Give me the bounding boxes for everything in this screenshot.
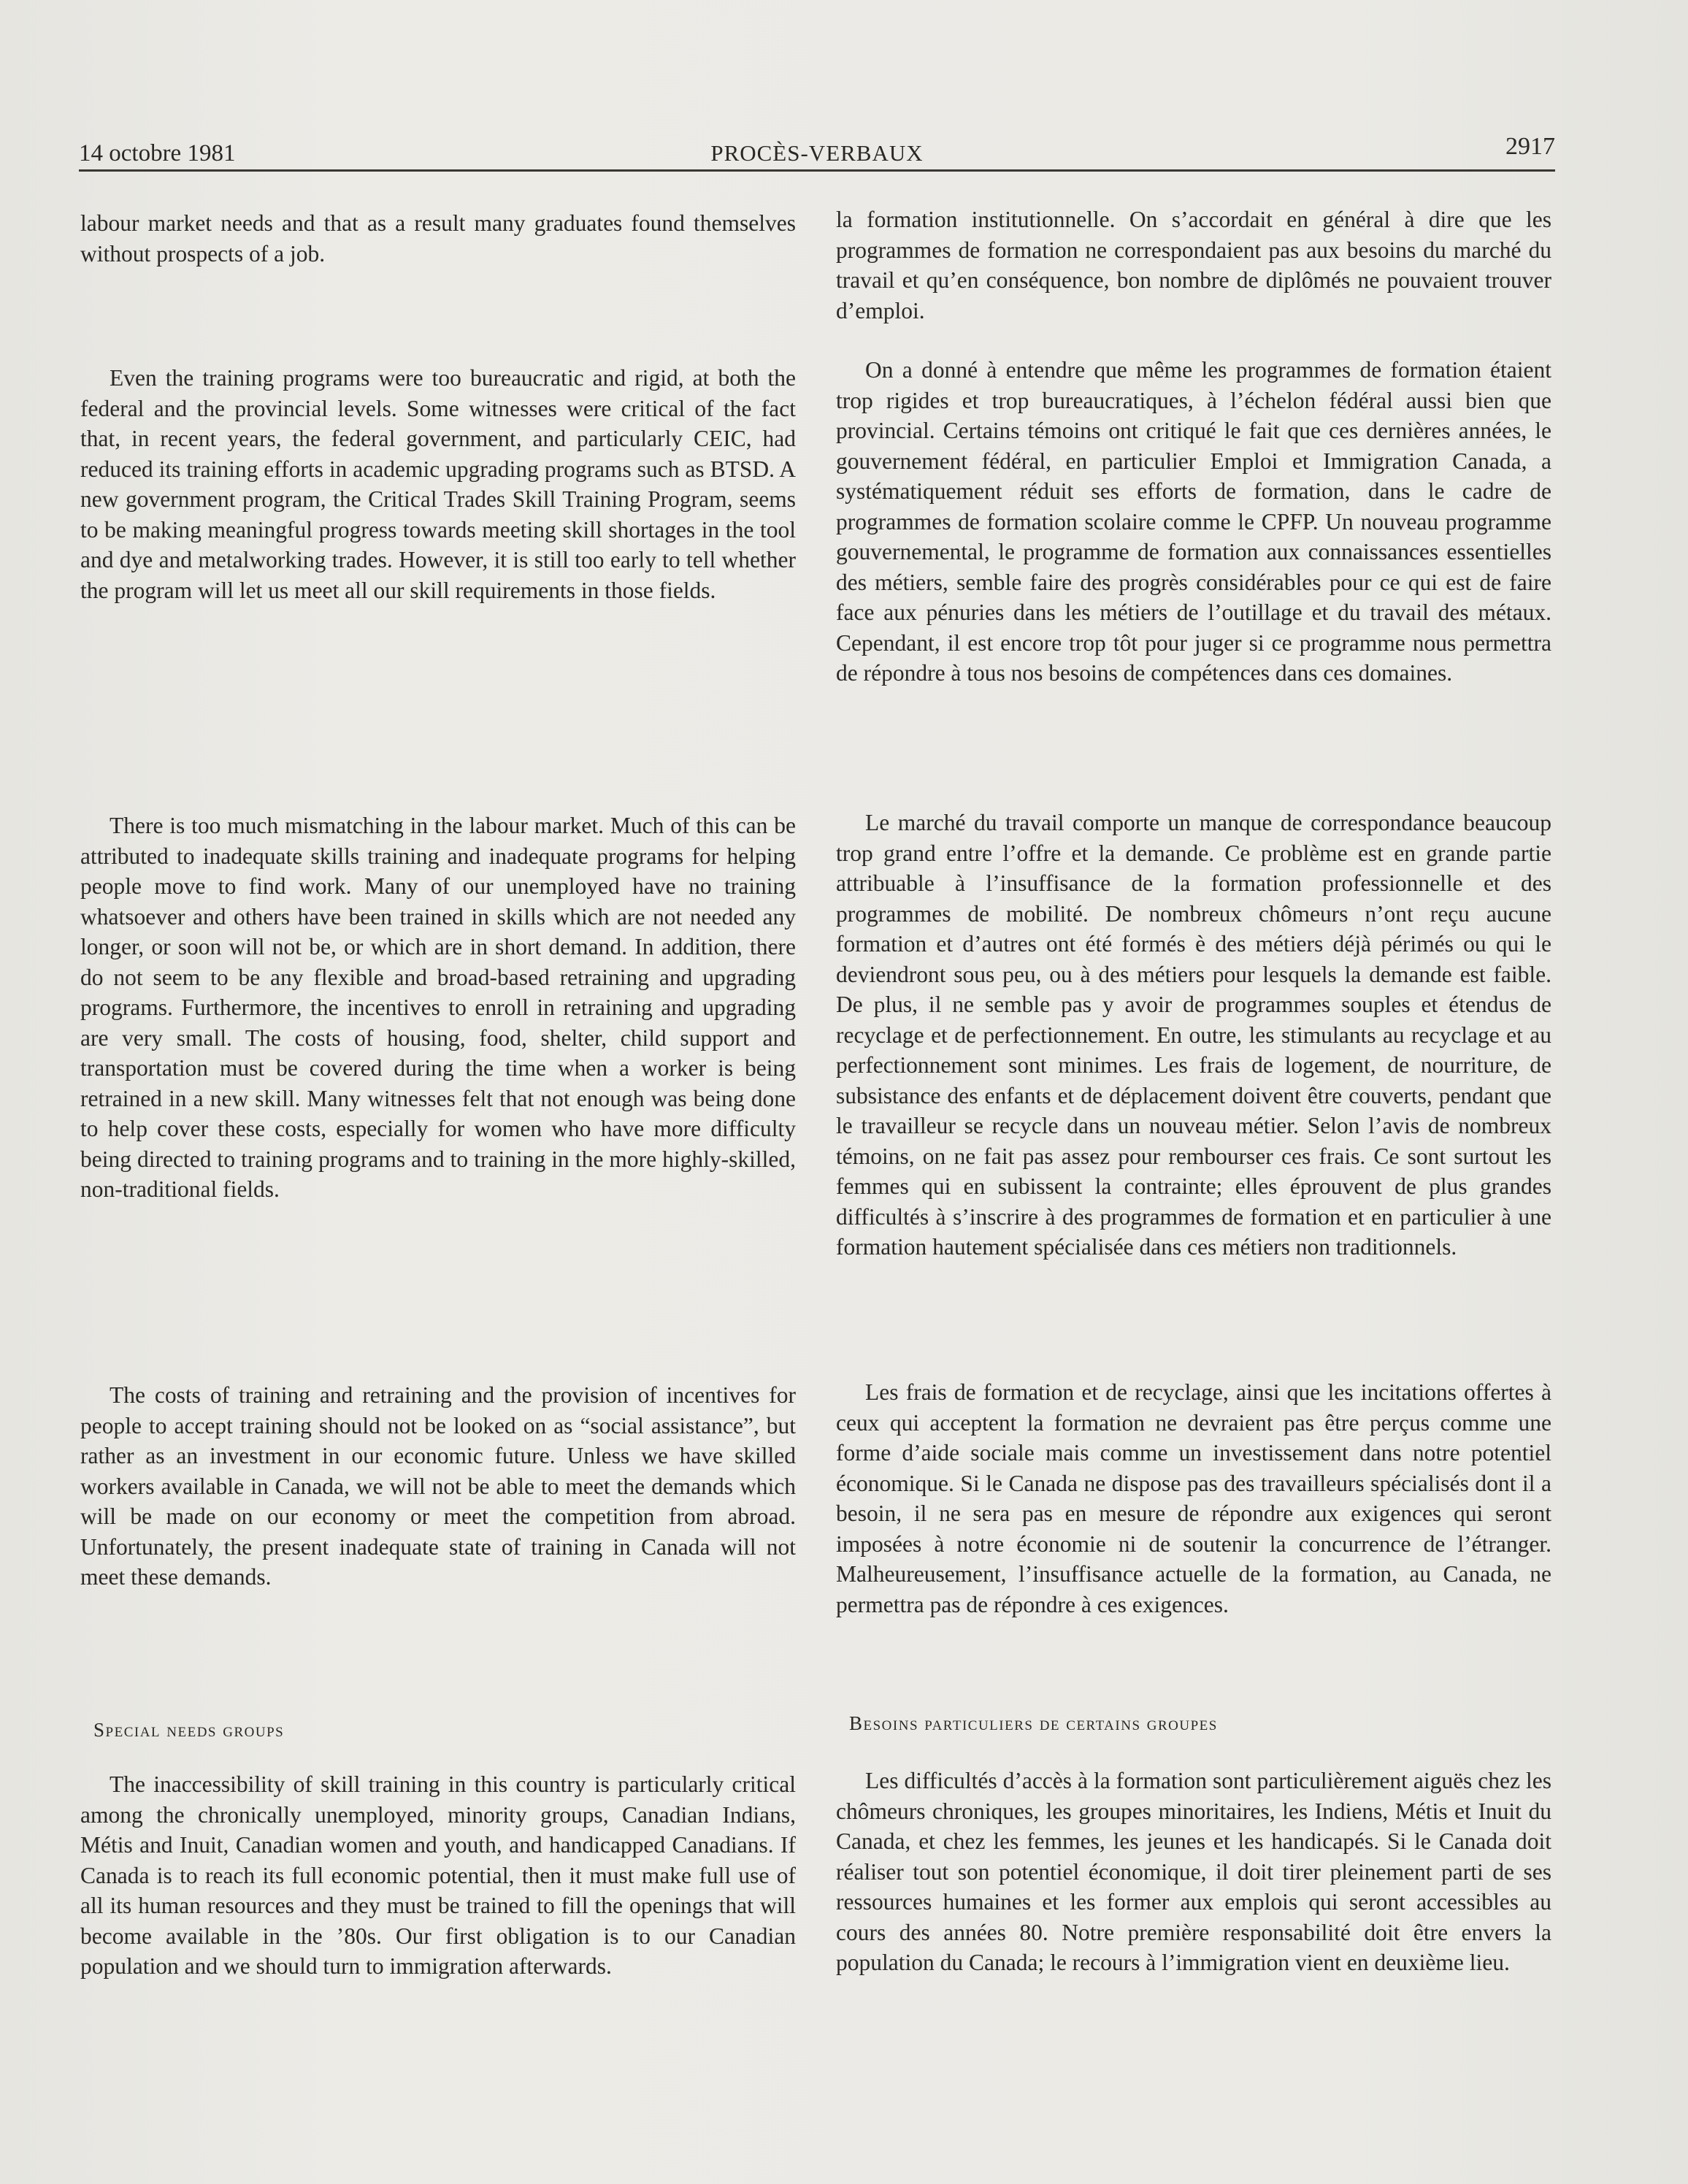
en-paragraph-4: The costs of training and retraining and the provision of incentives for people to accept training should not be looked on as “social assistance”, but rather as an investment in our economic future. Unless we have skilled workers available in Canada, we will not be able to meet the demands which will be made on our economy or meet the competition from abroad. Unfortunately, the present inadequate state of training in Canada will not meet these demands.	[80, 1382, 796, 1590]
en-paragraph-5: The inaccessibility of skill training in this country is particularly critical among the chronically unemployed, minority groups, Canadian Indians, Métis and Inuit, Canadian women and youth, and handicapped Canadians. If Canada is to reach its full economic potential, then it must make full use of all its human resources and they must be trained to fill the openings that will become available in the ’80s. Our first obligation is to our Canadian population and we should turn to immigration afterwards.	[80, 1771, 796, 1979]
fr-paragraph-2: On a donné à entendre que même les programmes de formation étaient trop rigides et trop bureaucratiques, à l’échelon fédéral aussi bien que provincial. Certains témoins ont critiqué le fait que ces dernières années, le gouvernement fédéral, en particulier Emploi et Immigration Canada, a systématiquement réduit ses efforts de formation, dans le cadre de programmes de formation scolaire comme le CPFP. Un nouveau programme gouvernemental, le programme de formation aux connaissances essentielles des métiers, semble faire des progrès considérables pour ce qui est de faire face aux pénuries dans les métiers de l’outillage et du travail des métaux. Cependant, il est encore trop tôt pour juger si ce programme nous permettra de répondre à tous nos besoins de compétences dans ces domaines.	[836, 357, 1551, 686]
fr-section-heading: Besoins particuliers de certains groupes	[849, 1712, 1218, 1734]
fr-paragraph-5: Les difficultés d’accès à la formation sont particulièrement aiguës chez les chômeurs chroniques, les groupes minoritaires, les Indiens, Métis et Inuit du Canada, et chez les femmes, les jeunes et les handicapés. Si le Canada doit réaliser tout son potentiel économique, il doit tirer pleinement parti de ses ressources humaines et les former aux emplois qui seront accessibles au cours des années 80. Notre première responsabilité doit être envers la population du Canada; le recours à l’immigration vient en deuxième lieu.	[836, 1768, 1551, 1975]
running-header	[79, 133, 1555, 172]
en-paragraph-2: Even the training programs were too bureaucratic and rigid, at both the federal and the provincial levels. Some witnesses were critical of the fact that, in recent years, the federal government, and particularly CEIC, had reduced its training efforts in academic upgrading programs such as BTSD. A new government program, the Critical Trades Skill Training Program, seems to be making meaningful progress towards meeting skill shortages in the tool and dye and metalworking trades. However, it is still too early to tell whether the program will let us meet all our skill requirements in those fields.	[80, 365, 796, 603]
fr-paragraph-1: la formation institutionnelle. On s’accordait en général à dire que les programmes de formation ne correspondaient pas aux besoins du marché du travail et qu’en conséquence, bon nombre de diplômés ne pouvaient trouver d’emploi.	[836, 207, 1551, 323]
fr-paragraph-3: Le marché du travail comporte un manque de correspondance beaucoup trop grand entre l’offre et la demande. Ce problème est en grande partie attribuable à l’insuffisance de la formation professionnelle et des programmes de mobilité. De nombreux chômeurs n’ont reçu aucune formation et d’autres ont été formés è des métiers déjà périmés ou qui le deviendront sous peu, ou à des métiers pour lesquels la demande est faible. De plus, il ne semble pas y avoir de programmes souples et étendus de recyclage et de perfectionnement. En outre, les stimulants au recyclage et au perfectionnement sont minimes. Les frais de logement, de nourriture, de subsistance des enfants et de déplacement doivent être couverts, pendant que le travailleur se recycle dans un nouveau métier. Selon l’avis de nombreux témoins, on ne fait pas assez pour rembourser ces frais. Ce sont surtout les femmes qui en subissent la contrainte; elles éprouvent de plus grandes difficultés à s’inscrire à des programmes de formation et en particulier à une formation hautement spécialisée dans ces métiers non traditionnels.	[836, 810, 1551, 1260]
header-date: 14 octobre 1981	[79, 140, 236, 166]
en-section-heading: Special needs groups	[93, 1719, 285, 1741]
en-paragraph-3: There is too much mismatching in the labour market. Much of this can be attributed to inadequate skills training and inadequate programs for helping people move to find work. Many of our unemployed have no training whatsoever and others have been trained in skills which are not needed any longer, or soon will not be, or which are in short demand. In addition, there do not seem to be any flexible and broad-based retraining and upgrading programs. Furthermore, the incentives to enroll in retraining and upgrading are very small. The costs of housing, food, shelter, child support and transportation must be covered during the time when a worker is being retrained in a new skill. Many witnesses felt that not enough was being done to help cover these costs, especially for women who have more difficulty being directed to training programs and to training in the more highly-skilled, non-traditional fields.	[80, 813, 796, 1202]
header-title: PROCÈS-VERBAUX	[710, 140, 924, 166]
en-paragraph-1: labour market needs and that as a result many graduates found themselves without prospects of a job.	[80, 210, 796, 267]
fr-paragraph-4: Les frais de formation et de recyclage, ainsi que les incitations offertes à ceux qui acceptent la formation ne devraient pas être perçus comme une forme d’aide sociale mais comme un investissement dans notre potentiel économique. Si le Canada ne dispose pas des travailleurs spécialisés dont il a besoin, il ne sera pas en mesure de répondre aux exigences qui seront imposées à notre économie ni de soutenir la concurrence de l’étranger. Malheureusement, l’insuffisance actuelle de la formation, au Canada, ne permettra pas de répondre à ces exigences.	[836, 1379, 1551, 1617]
page-number: 2917	[1505, 133, 1555, 160]
